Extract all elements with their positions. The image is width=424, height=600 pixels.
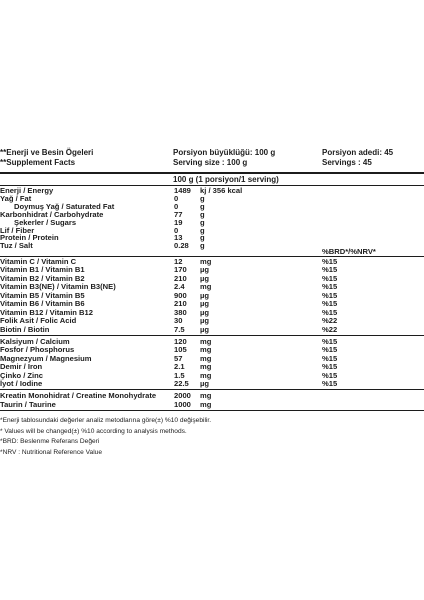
nutrient-row [0,363,424,371]
nutrient-unit: g [200,241,205,251]
nutrient-nrv: %15 [322,273,338,283]
nutrient-unit: g [200,209,205,219]
nrv-header: %BRD*/%NRV* [322,247,376,256]
nutrient-value: 380 [174,307,187,317]
footnote-1: *Enerji tablosundaki değerler analiz metodlarına göre(±) %10 değişebilir. [0,417,212,424]
nutrient-unit: g [200,217,205,227]
nutrient-unit: mg [200,391,212,400]
nutrient-name: Kalsiyum / Calcium [0,337,70,346]
nutrient-value: 19 [174,217,183,227]
nutrient-nrv: %15 [322,257,338,266]
nutrient-name: İyot / Iodine [0,379,43,389]
nutrient-nrv: %15 [322,282,338,292]
nutrient-name: Taurin / Taurine [0,399,56,409]
nutrient-name: Çinko / Zinc [0,370,44,380]
nutrient-name: Enerji / Energy [0,186,54,195]
nutrient-name: Vitamin B2 / Vitamin B2 [0,273,85,283]
nutrient-name: Vitamin B6 / Vitamin B6 [0,299,85,309]
nutrient-unit: g [200,225,205,235]
nutrient-name: Magnezyum / Magnesium [0,353,92,363]
nutrient-nrv: %15 [322,370,338,380]
nutrient-value: 0 [174,225,179,235]
footnote-2: * Values will be changed(±) %10 according to analysis methods. [0,427,187,435]
nutrient-row [0,401,424,409]
nutrient-name: Fosfor / Phosphorus [0,345,75,355]
nutrient-value: 22.5 [174,379,189,389]
nutrient-value: 2000 [174,391,191,400]
nutrient-name: Protein / Protein [0,233,59,243]
nutrient-name: Tuz / Salt [0,241,33,251]
nutrient-value: 1.5 [174,370,185,380]
nutrient-value: 900 [174,290,187,300]
nutrient-unit: mg [200,399,212,409]
nutrient-row [0,372,424,380]
nutrient-row [0,355,424,363]
nutrient-name: Lif / Fiber [0,225,35,235]
nutrient-row [0,187,424,195]
supplement-facts-panel [0,148,424,171]
nutrient-value: 1489 [174,186,191,195]
nutrient-value: 2.4 [174,282,185,292]
nutrient-unit: µg [200,324,210,334]
nutrient-unit: mg [200,370,212,380]
nutrient-value: 13 [174,233,183,243]
nutrient-row [0,380,424,388]
nutrient-unit: mg [200,353,212,363]
title-en: **Supplement Facts [0,158,76,167]
divider [0,389,424,390]
footnotes [0,416,211,458]
nutrient-name: Vitamin B12 / Vitamin B12 [0,307,93,317]
nutrient-value: 170 [174,265,187,275]
nutrient-unit: mg [200,257,212,266]
nutrient-nrv: %22 [322,316,338,326]
nutrient-unit: g [200,233,205,243]
nutrient-value: 210 [174,273,187,283]
facts-header [0,148,424,171]
nutrient-nrv: %15 [322,307,338,317]
nutrient-row [0,234,424,242]
divider [0,410,424,411]
nutrient-name: Kreatin Monohidrat / Creatine Monohydrate [0,391,157,400]
serving-size-tr: Porsiyon büyüklüğü: 100 g [173,148,276,157]
nutrient-row [0,317,424,325]
nutrient-name: Biotin / Biotin [0,324,50,334]
divider-thick [0,172,424,174]
nutrient-unit: µg [200,299,210,309]
nutrient-value: 0 [174,193,179,203]
nutrient-name: Şekerler / Sugars [14,217,77,227]
nutrient-value: 210 [174,299,187,309]
nutrient-nrv: %15 [322,345,338,355]
nutrient-row [0,219,424,227]
nutrient-name: Karbonhidrat / Carbohydrate [0,209,104,219]
nutrient-value: 77 [174,209,183,219]
nutrient-row [0,392,424,400]
footnote-3: *BRD: Beslenme Referans Değeri [0,438,100,445]
nutrient-nrv: %15 [322,353,338,363]
nutrient-unit: mg [200,337,212,346]
serving-size-en: Serving size : 100 g [173,158,248,167]
nutrient-name: Vitamin B5 / Vitamin B5 [0,290,85,300]
nutrient-nrv: %15 [322,290,338,300]
serving-label: 100 g (1 porsiyon/1 serving) [173,175,279,184]
nutrient-value: 105 [174,345,187,355]
nutrient-unit: µg [200,307,210,317]
servings-tr: Porsiyon adedi: 45 [322,148,394,157]
nutrient-value: 30 [174,316,183,326]
nutrient-nrv: %15 [322,265,338,275]
servings-en: Servings : 45 [322,158,372,167]
nutrient-unit: µg [200,379,210,389]
nutrient-unit: µg [200,316,210,326]
nutrient-value: 1000 [174,399,191,409]
nutrient-value: 120 [174,337,187,346]
nutrient-row [0,326,424,334]
nutrient-name: Vitamin B3(NE) / Vitamin B3(NE) [0,282,116,292]
nutrient-name: Yağ / Fat [0,193,32,203]
nutrient-unit: g [200,201,205,211]
nutrient-name: Folik Asit / Folic Acid [0,316,77,326]
nutrient-value: 0.28 [174,241,189,251]
nutrient-unit: mg [200,345,212,355]
nrv-header-row [0,248,424,256]
divider [0,335,424,336]
nutrient-unit: kj / 356 kcal [200,186,243,195]
nutrient-value: 12 [174,257,183,266]
nutrient-nrv: %15 [322,379,338,389]
nutrient-nrv: %22 [322,324,338,334]
nutrient-value: 2.1 [174,362,185,372]
nutrient-name: Demir / Iron [0,362,43,372]
nutrient-value: 7.5 [174,324,185,334]
nutrient-nrv: %15 [322,337,338,346]
nutrient-unit: µg [200,265,210,275]
nutrient-unit: µg [200,273,210,283]
footnote-4: *NRV : Nutritional Reference Value [0,448,103,456]
title-tr: **Enerji ve Besin Ögeleri [0,148,94,157]
nutrient-unit: mg [200,362,212,372]
nutrient-nrv: %15 [322,299,338,309]
nutrient-unit: mg [200,282,212,292]
nutrient-unit: g [200,193,205,203]
nutrient-name: Vitamin B1 / Vitamin B1 [0,265,85,275]
nutrient-unit: µg [200,290,210,300]
nutrient-nrv: %15 [322,362,338,372]
nutrient-name: Vitamin C / Vitamin C [0,257,77,266]
nutrient-name: Doymuş Yağ / Saturated Fat [14,201,115,211]
nutrient-value: 0 [174,201,179,211]
nutrient-row [0,227,424,235]
nutrient-value: 57 [174,353,183,363]
